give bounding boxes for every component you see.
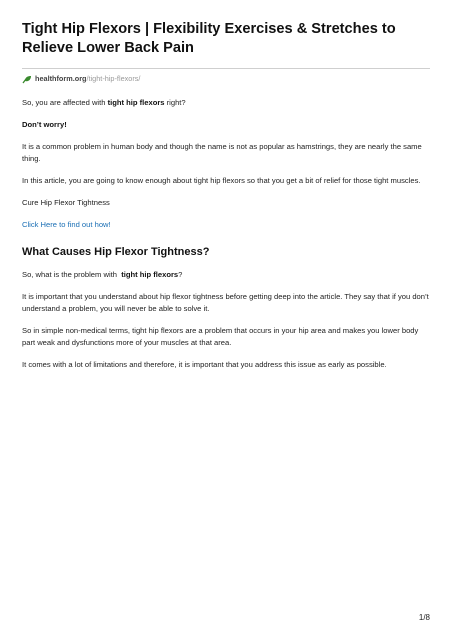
bold-text: Don’t worry! [22, 120, 67, 129]
page-title: Tight Hip Flexors | Flexibility Exercises & Stretches to Relieve Lower Back Pain [22, 21, 396, 56]
section-paragraph-3: So in simple non-medical terms, tight hip flexors are a problem that occurs in your hip area and makes you lower body part weak and dysfunctions more of your muscles at that area. [22, 326, 419, 347]
source-domain: healthform.org [35, 74, 87, 83]
paragraph-dont-worry [22, 119, 430, 131]
section-paragraph-2: It is important that you understand about hip flexor tightness before getting deep into the article. They say that if you don’t understand a problem, you will never be able to solve it. [22, 292, 429, 313]
text: So, you are affected with [22, 98, 108, 107]
paragraph-cure: Cure Hip Flexor Tightness [22, 198, 110, 207]
section-paragraph-4: It comes with a lot of limitations and therefore, it is important that you address this issue as early as possible. [22, 360, 387, 369]
source-line [22, 68, 430, 84]
leaf-icon [22, 75, 32, 84]
bold-keyword: tight hip flexors [107, 98, 165, 107]
bold-keyword: tight hip flexors [121, 270, 179, 279]
text: ? [178, 270, 183, 279]
paragraph-common-problem: It is a common problem in human body and though the name is not as popular as hamstrings, they are nearly the same thing. [22, 142, 422, 163]
source-path: /tight-hip-flexors/ [86, 74, 141, 83]
text: So, what is the problem with [22, 270, 122, 279]
text: right? [164, 98, 186, 107]
page-number: 1/8 [418, 613, 430, 622]
document-page [22, 20, 430, 371]
section-heading: What Causes Hip Flexor Tightness? [22, 246, 210, 258]
click-here-link[interactable]: Click Here to find out how! [22, 220, 111, 229]
paragraph-article: In this article, you are going to know enough about tight hip flexors so that you get a bit of relief for those tight muscles. [22, 176, 421, 185]
paragraph-link [22, 219, 430, 231]
section-paragraph-1 [22, 269, 430, 281]
paragraph-intro [22, 97, 430, 109]
source-link[interactable] [35, 74, 140, 84]
